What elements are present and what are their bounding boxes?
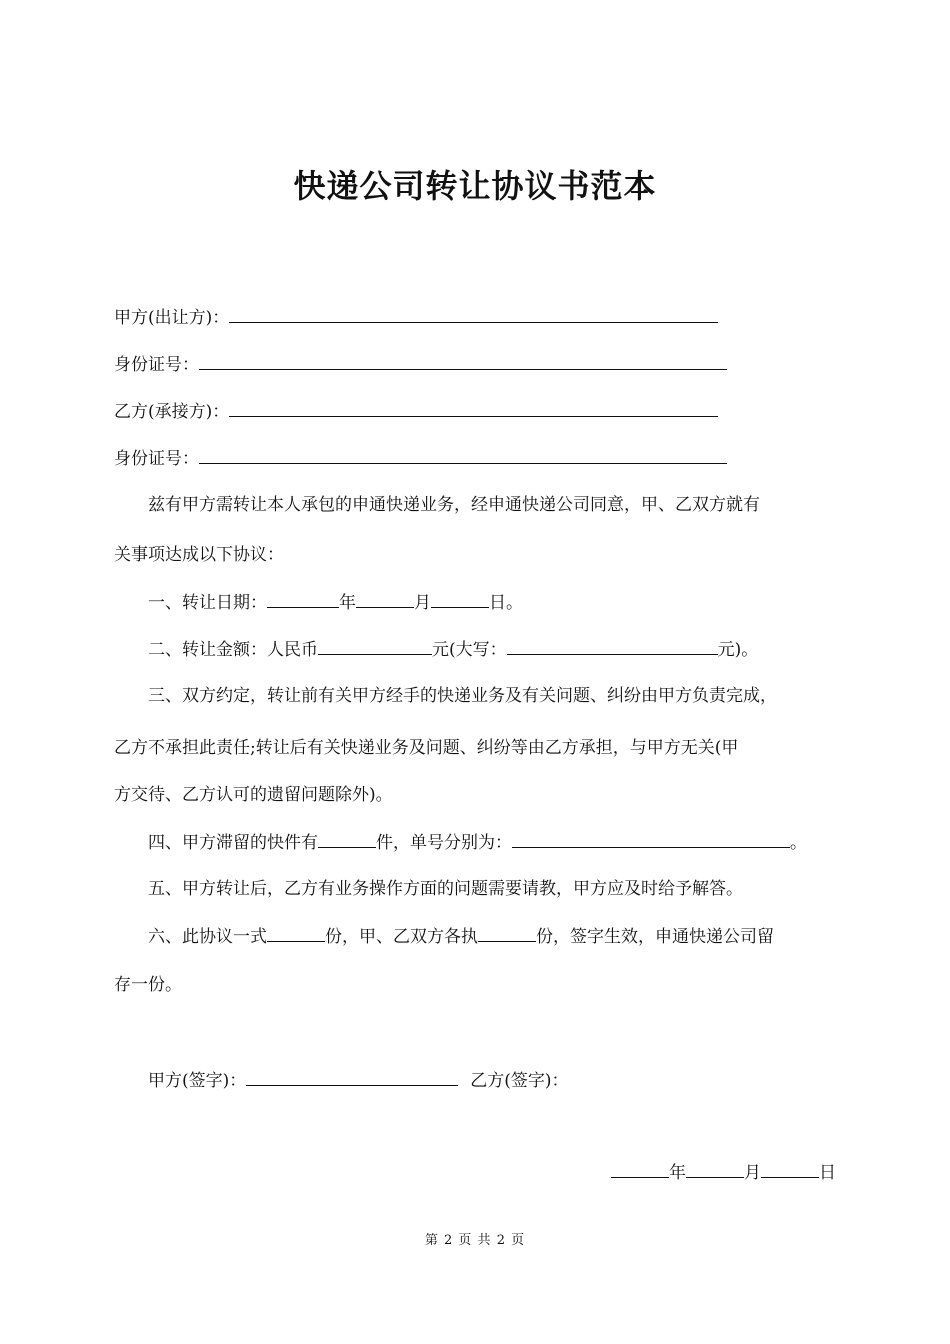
clause-3-line1: 三、双方约定，转让前有关甲方经手的快递业务及有关问题、纠纷由甲方负责完成， [148,686,777,706]
amount-blank[interactable] [318,637,432,655]
clause-6-prefix: 六、此协议一式 [148,927,267,947]
clause-6-mid: 份，甲、乙双方各执 [325,927,478,947]
clause-2 [148,637,758,662]
clause-1-prefix: 一、转让日期： [148,593,267,613]
clause-5: 五、甲方转让后，乙方有业务操作方面的问题需要请教，甲方应及时给予解答。 [148,879,743,899]
day-label: 日。 [489,593,523,613]
year-label: 年 [339,593,356,613]
copies-each-blank[interactable] [478,924,536,942]
party-a-label: 甲方(出让方)： [114,308,230,328]
clause-2-prefix: 二、转让金额：人民币 [148,640,318,660]
clause-6-line2: 存一份。 [114,975,182,995]
clause-4-mid: 件，单号分别为： [376,833,512,853]
clause-3-line3: 方交待、乙方认可的遗留问题除外)。 [114,785,393,805]
party-b-field [114,399,718,424]
id-number-blank-b[interactable] [199,446,727,464]
clause-2-suffix: 元)。 [717,640,759,660]
id-number-field-b [114,446,727,471]
party-b-blank[interactable] [229,399,718,417]
party-a-blank[interactable] [229,305,718,323]
party-a-field [114,305,718,330]
clause-3-line2: 乙方不承担此责任;转让后有关快递业务及问题、纠纷等由乙方承担，与甲方无关(甲 [114,738,739,758]
transfer-day-blank[interactable] [431,590,489,608]
clause-4-suffix: 。 [790,833,807,853]
signing-date [611,1160,836,1185]
party-a-signature-label: 甲方(签字)： [148,1071,247,1091]
intro-paragraph-line2: 关事项达成以下协议： [114,545,284,565]
amount-in-words-blank[interactable] [507,637,718,655]
clause-2-mid: 元(大写： [432,640,507,660]
tracking-numbers-blank[interactable] [512,830,790,848]
sign-month-blank[interactable] [686,1160,744,1178]
id-label-b: 身份证号： [114,449,199,469]
page-number-footer: 第 2 页 共 2 页 [424,1233,526,1248]
clause-4 [148,830,807,855]
clause-6 [148,924,774,949]
copies-total-blank[interactable] [267,924,325,942]
signature-row [148,1068,569,1093]
sign-day-blank[interactable] [761,1160,819,1178]
party-a-signature-blank[interactable] [246,1068,458,1086]
clause-6-suffix: 份，签字生效，申通快递公司留 [536,927,774,947]
sign-day-label: 日 [819,1163,836,1183]
id-number-blank-a[interactable] [199,352,727,370]
intro-paragraph-line1: 兹有甲方需转让本人承包的申通快递业务，经申通快递公司同意，甲、乙双方就有 [148,495,760,515]
clause-1 [148,590,523,615]
sign-year-blank[interactable] [611,1160,669,1178]
clause-4-prefix: 四、甲方滞留的快件有 [148,833,318,853]
transfer-year-blank[interactable] [267,590,339,608]
parcel-count-blank[interactable] [318,830,376,848]
month-label: 月 [414,593,431,613]
id-number-field-a [114,352,727,377]
id-label-a: 身份证号： [114,355,199,375]
party-b-label: 乙方(承接方)： [114,402,230,422]
transfer-month-blank[interactable] [356,590,414,608]
party-b-signature-label: 乙方(签字)： [470,1071,569,1091]
sign-month-label: 月 [744,1163,761,1183]
sign-year-label: 年 [669,1163,686,1183]
document-title: 快递公司转让协议书范本 [293,167,657,205]
